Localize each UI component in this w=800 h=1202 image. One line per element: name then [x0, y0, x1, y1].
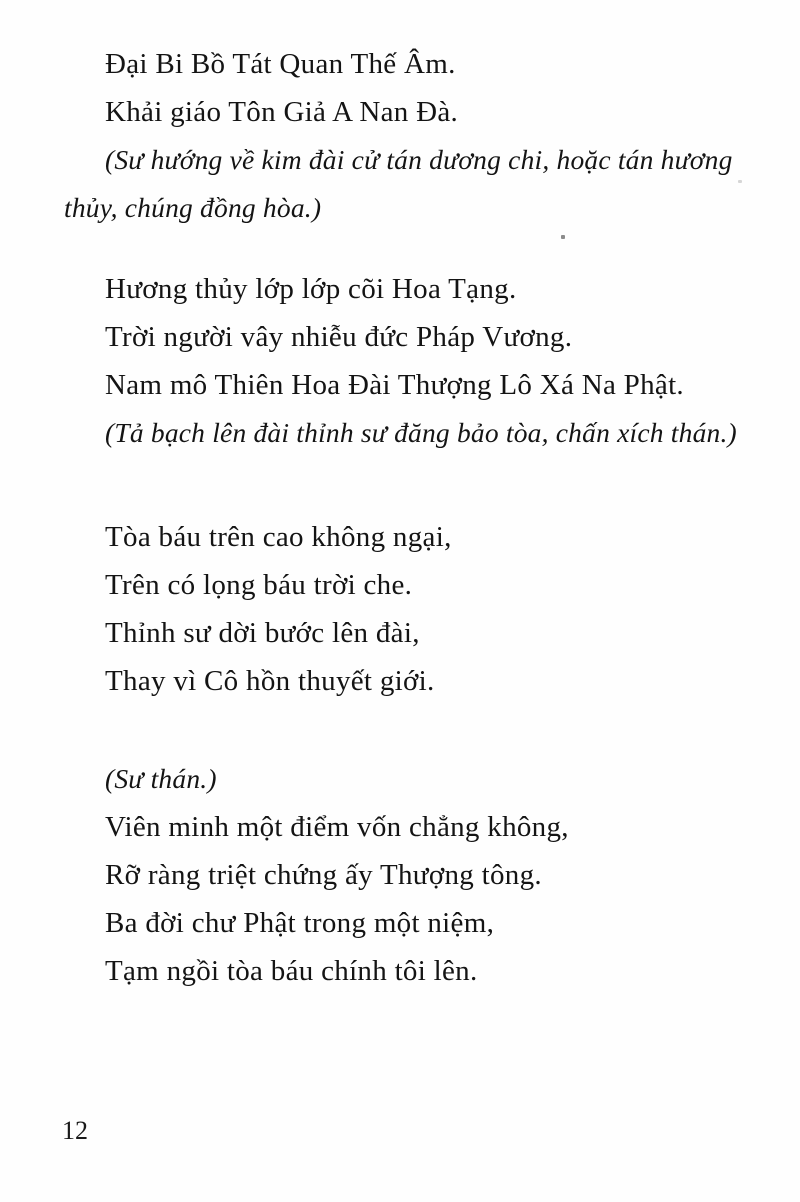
scan-speck — [561, 235, 565, 239]
stage-direction-continuation: thủy, chúng đồng hòa.) — [64, 192, 322, 223]
verse-line: Đại Bi Bồ Tát Quan Thế Âm. — [105, 48, 456, 80]
stanza-invocation — [64, 40, 770, 232]
scan-speck — [738, 180, 742, 183]
stanza-toa-bau — [64, 513, 770, 705]
stanza-vien-minh — [64, 755, 770, 995]
stage-direction-line: (Sư thán.) — [105, 763, 217, 794]
verse-line: Tạm ngồi tòa báu chính tôi lên. — [105, 955, 478, 987]
stanza-hoa-tang — [64, 265, 770, 457]
verse-line: Khải giáo Tôn Giả A Nan Đà. — [105, 96, 459, 128]
verse-line: Tòa báu trên cao không ngại, — [105, 521, 452, 553]
verse-line: Trên có lọng báu trời che. — [105, 569, 413, 601]
stage-direction-line: (Tả bạch lên đài thỉnh sư đăng bảo tòa, chấn xích thán.) — [105, 417, 737, 448]
verse-line: Nam mô Thiên Hoa Đài Thượng Lô Xá Na Phật. — [105, 369, 684, 401]
page-number: 12 — [62, 1116, 88, 1145]
verse-line: Hương thủy lớp lớp cõi Hoa Tạng. — [105, 273, 517, 305]
verse-line: Thay vì Cô hồn thuyết giới. — [105, 665, 435, 697]
verse-line: Rỡ ràng triệt chứng ấy Thượng tông. — [105, 859, 542, 891]
verse-line: Thỉnh sư dời bước lên đài, — [105, 617, 420, 649]
verse-line: Trời người vây nhiễu đức Pháp Vương. — [105, 321, 573, 353]
verse-line: Ba đời chư Phật trong một niệm, — [105, 907, 495, 939]
stage-direction-line: (Sư hướng về kim đài cử tán dương chi, hoặc tán hương — [105, 144, 733, 175]
verse-line: Viên minh một điểm vốn chẳng không, — [105, 811, 569, 843]
